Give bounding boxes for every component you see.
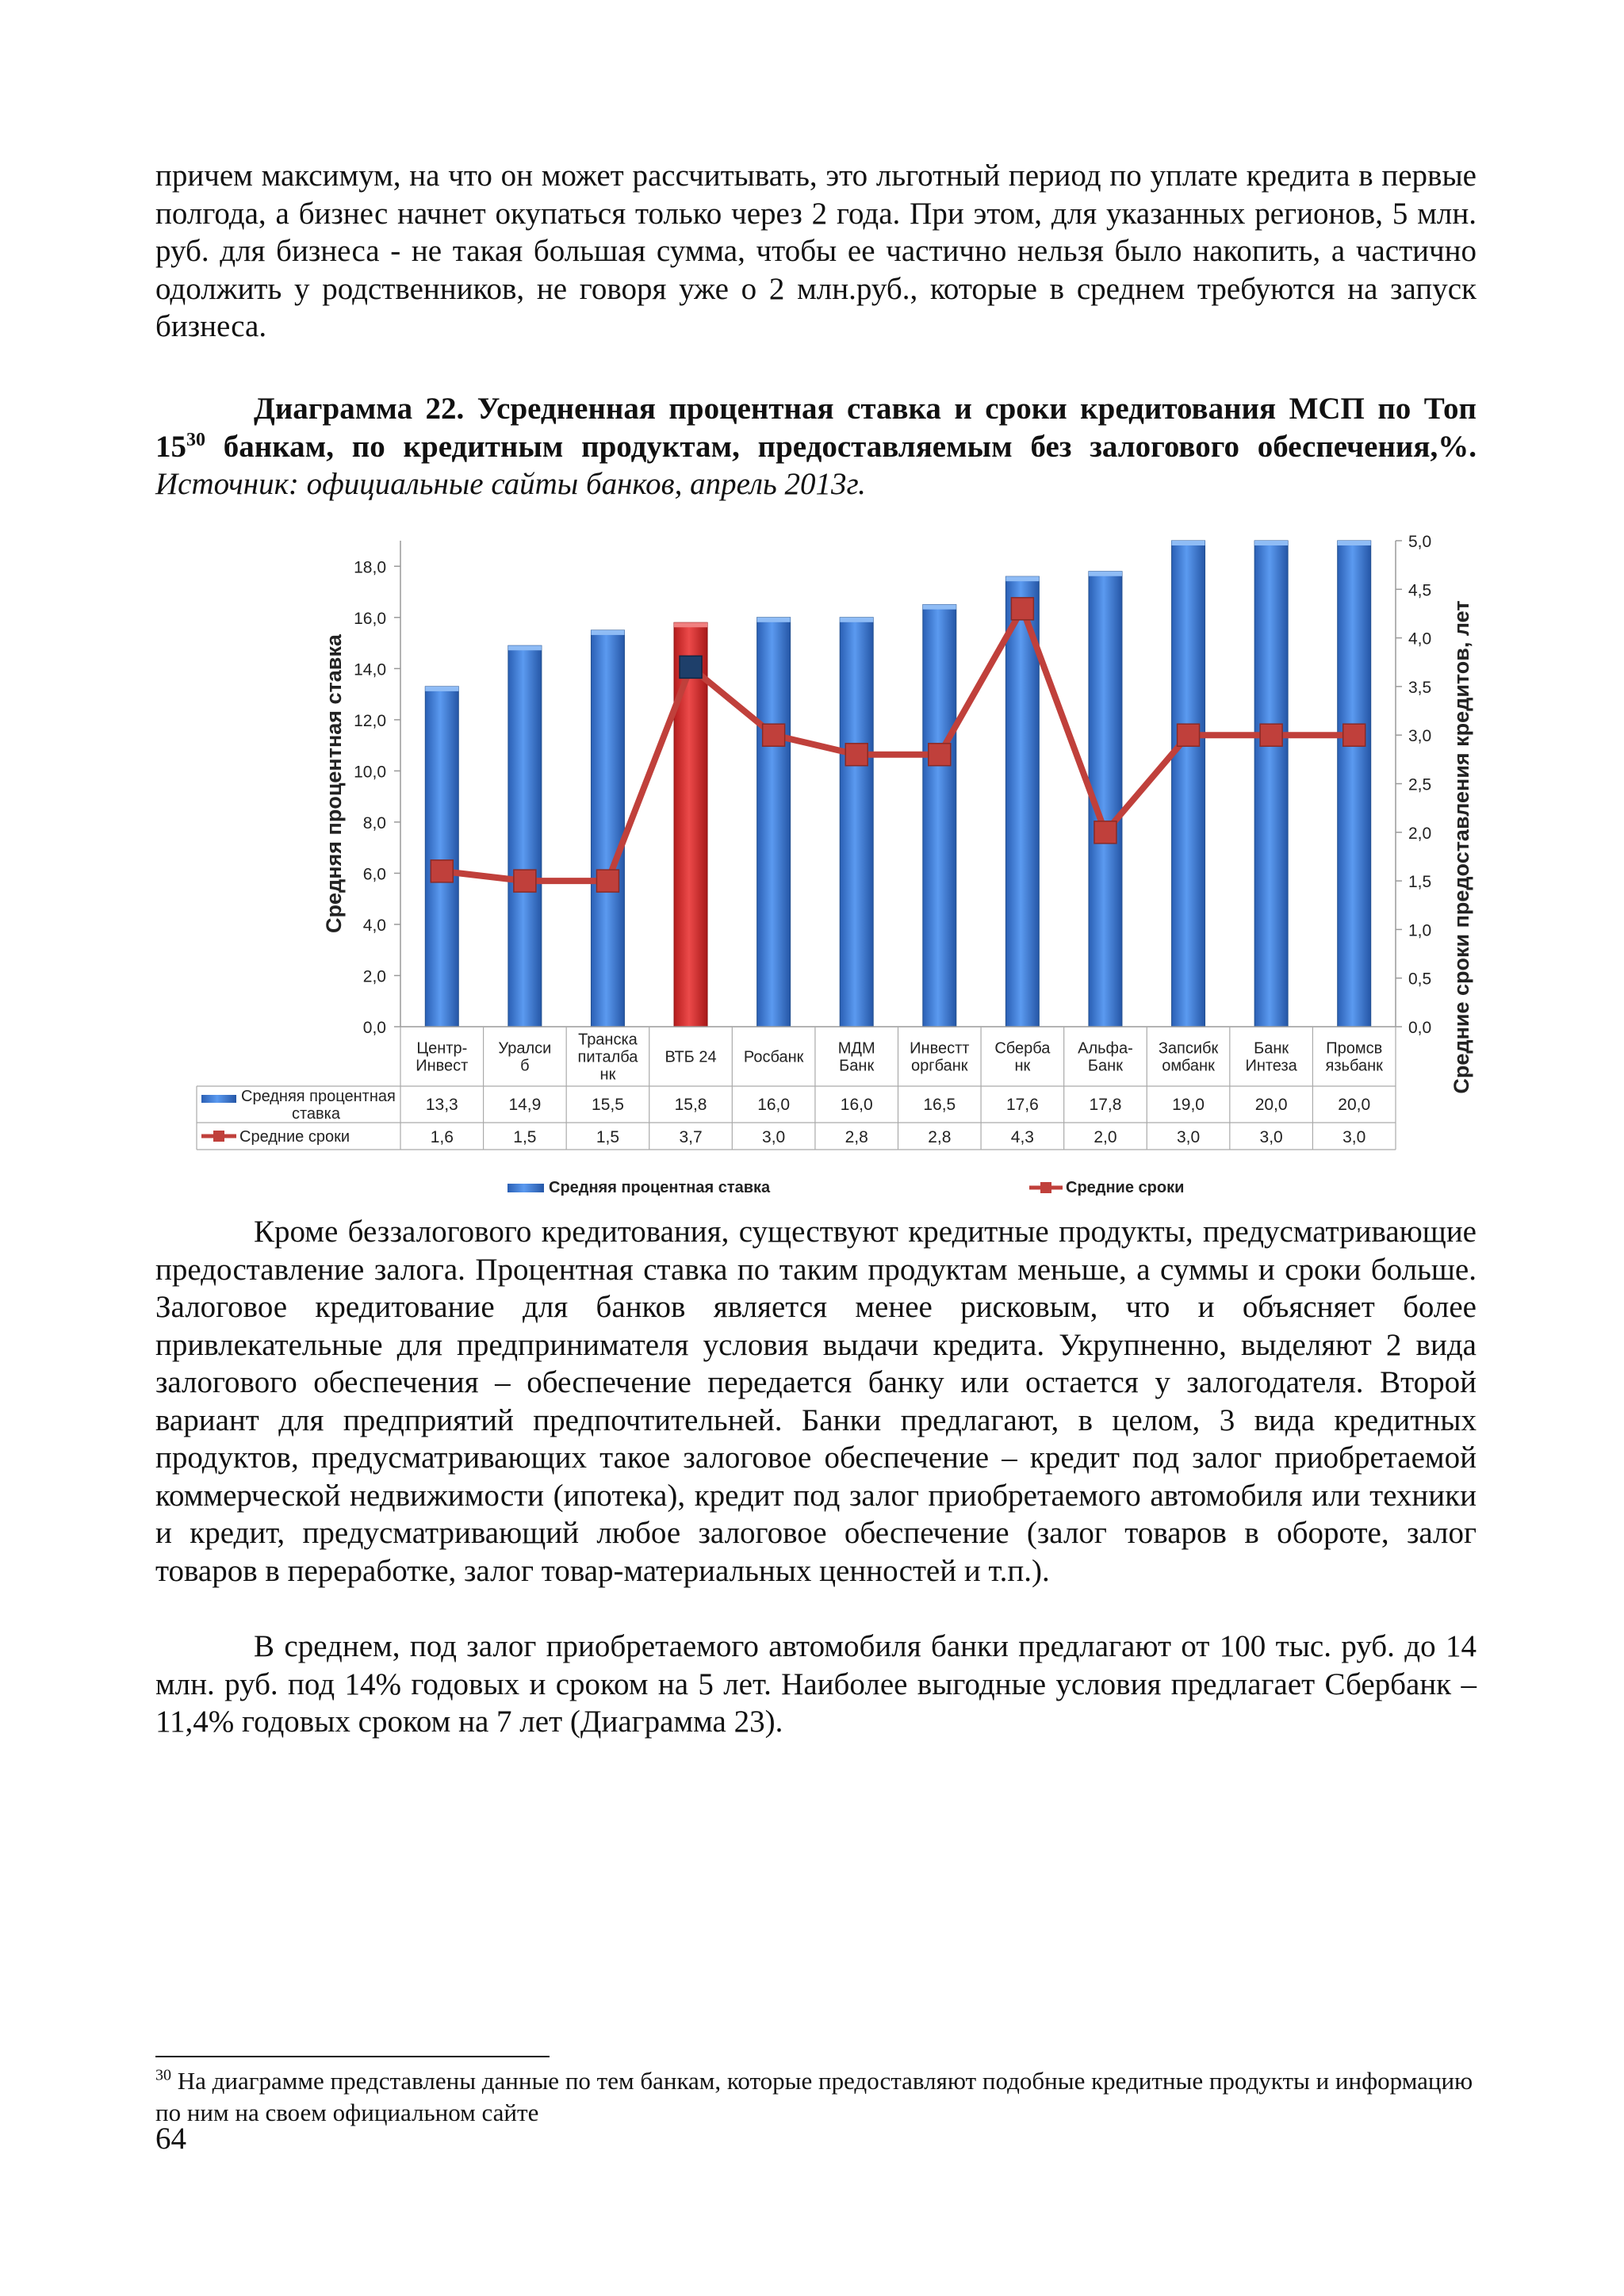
y-tick-label: 16,0	[354, 609, 386, 628]
table-series-label: Средние сроки	[239, 1128, 350, 1146]
category-label: Центр-	[416, 1039, 468, 1058]
bar	[1172, 541, 1205, 1027]
term-marker	[1178, 724, 1200, 746]
category-label: оргбанк	[911, 1057, 968, 1075]
category-label: Инвестт	[910, 1039, 970, 1058]
term-value: 2,0	[1094, 1128, 1117, 1146]
y-tick-label: 12,0	[354, 711, 386, 730]
figure-caption	[155, 390, 1477, 503]
bar-top	[757, 618, 791, 622]
term-value: 2,8	[845, 1128, 868, 1146]
bar	[508, 645, 542, 1027]
y2-tick-label: 1,5	[1408, 873, 1432, 892]
category-label: Запсибк	[1158, 1039, 1219, 1058]
category-label: Инвест	[416, 1057, 469, 1075]
y2-tick-label: 5,0	[1408, 533, 1432, 551]
table-key-marker	[213, 1131, 224, 1142]
rate-value: 16,5	[923, 1096, 956, 1114]
category-label: язьбанк	[1325, 1057, 1383, 1075]
bar-top	[674, 622, 707, 627]
bar-top	[1254, 541, 1288, 545]
category-label: Транска	[578, 1031, 638, 1049]
y2-tick-label: 0,0	[1408, 1019, 1432, 1037]
y2-tick-label: 4,5	[1408, 581, 1432, 600]
rate-value: 14,9	[508, 1096, 542, 1114]
term-marker	[763, 724, 785, 746]
category-label: б	[520, 1057, 530, 1075]
category-label: Интеза	[1245, 1057, 1297, 1075]
category-label: омбанк	[1162, 1057, 1215, 1075]
y2-tick-label: 3,5	[1408, 678, 1432, 697]
y2-tick-label: 0,5	[1408, 970, 1432, 989]
term-value: 3,7	[679, 1128, 703, 1146]
term-value: 3,0	[1342, 1128, 1366, 1146]
legend-key-marker	[1040, 1182, 1051, 1193]
page-number: 64	[155, 2122, 186, 2156]
bar	[757, 618, 791, 1027]
rate-and-term-chart	[190, 523, 1491, 1213]
term-value: 4,3	[1010, 1128, 1034, 1146]
y-tick-label: 2,0	[362, 967, 386, 986]
bar	[1338, 541, 1371, 1027]
category-label: Сберба	[994, 1039, 1051, 1058]
category-label: МДМ	[837, 1039, 875, 1058]
y-tick-label: 0,0	[362, 1019, 386, 1037]
term-value: 3,0	[1176, 1128, 1201, 1146]
term-marker	[680, 656, 702, 678]
category-label: Промсв	[1326, 1039, 1383, 1058]
term-value: 1,5	[513, 1128, 537, 1146]
category-label: нк	[599, 1066, 616, 1084]
y2-tick-label: 1,0	[1408, 921, 1432, 940]
term-marker	[1343, 724, 1365, 746]
category-label: Уралси	[498, 1039, 552, 1058]
term-marker	[845, 744, 868, 766]
y2-axis-title: Средние сроки предоставления кредитов, лет	[1450, 600, 1473, 1094]
table-series-label: ставка	[292, 1105, 340, 1123]
term-value: 3,0	[762, 1128, 786, 1146]
footnote-text: На диаграмме представлены данные по тем банкам, которые предоставляют подобные кредитные продукты и информацию по ним на своем официальном сайте	[155, 2067, 1473, 2126]
rate-value: 16,0	[757, 1096, 791, 1114]
rate-value: 17,8	[1089, 1096, 1122, 1114]
category-label: Банк	[839, 1057, 875, 1075]
term-marker	[1094, 821, 1116, 844]
term-marker	[929, 744, 951, 766]
bar	[425, 687, 458, 1027]
legend-label: Средние сроки	[1066, 1179, 1185, 1196]
rate-value: 20,0	[1254, 1096, 1288, 1114]
bar-top	[1089, 572, 1122, 576]
bar-top	[840, 618, 873, 622]
paragraph-3: В среднем, под залог приобретаемого автомобиля банки предлагают от 100 тыс. руб. до 14 млн. руб. под 14% годовых и сроком на 5 лет. Наиболее выгодные условия предлагает Сбербанк – 11,4% годовых сроком на 7 лет (Диаграмма 23).	[155, 1629, 1477, 1739]
term-value: 2,8	[928, 1128, 952, 1146]
term-marker	[1260, 724, 1282, 746]
term-value: 1,6	[430, 1128, 454, 1146]
category-label: питалба	[577, 1048, 638, 1066]
legend-key-bar	[508, 1184, 544, 1192]
term-marker	[596, 870, 619, 892]
y2-tick-label: 2,0	[1408, 824, 1432, 843]
category-label: ВТБ 24	[665, 1048, 717, 1066]
bar-top	[1005, 576, 1039, 581]
y-tick-label: 4,0	[362, 916, 386, 935]
table-series-label: Средняя процентная	[241, 1088, 396, 1105]
y-tick-label: 10,0	[354, 763, 386, 782]
y-tick-label: 14,0	[354, 660, 386, 679]
bar-top	[508, 645, 542, 650]
legend-label: Средняя процентная ставка	[549, 1179, 771, 1196]
term-value: 3,0	[1259, 1128, 1283, 1146]
caption-source: Источник: официальные сайты банков, апрель 2013г.	[155, 467, 866, 501]
bar-top	[1172, 541, 1205, 545]
bar-top	[1338, 541, 1371, 545]
term-marker	[431, 860, 453, 882]
footnote-ref: 30	[186, 429, 205, 450]
rate-value: 20,0	[1338, 1096, 1371, 1114]
term-line	[442, 609, 1354, 881]
term-marker	[514, 870, 536, 892]
category-label: Банк	[1254, 1039, 1289, 1058]
rate-value: 19,0	[1172, 1096, 1205, 1114]
caption-title-cont: банкам, по кредитным продуктам, предоставляемым без залогового обеспечения,%.	[205, 429, 1477, 464]
category-label: Банк	[1087, 1057, 1123, 1075]
y2-tick-label: 4,0	[1408, 629, 1432, 649]
y-axis-title: Средняя процентная ставка	[322, 634, 346, 933]
bar-top	[591, 630, 624, 635]
bar	[923, 605, 956, 1027]
bar	[1254, 541, 1288, 1027]
bar	[840, 618, 873, 1027]
term-marker	[1011, 598, 1033, 620]
term-value: 1,5	[596, 1128, 620, 1146]
bar	[674, 622, 707, 1027]
rate-value: 13,3	[425, 1096, 458, 1114]
y-tick-label: 8,0	[362, 813, 386, 832]
footnote-number: 30	[155, 2066, 171, 2084]
footnote	[155, 2065, 1477, 2129]
bar-top	[923, 605, 956, 610]
rate-value: 15,8	[674, 1096, 707, 1114]
table-key-bar	[201, 1095, 236, 1103]
y-tick-label: 18,0	[354, 558, 386, 577]
rate-value: 16,0	[840, 1096, 873, 1114]
rate-value: 17,6	[1005, 1096, 1039, 1114]
category-label: нк	[1014, 1057, 1031, 1075]
caption-title: Диаграмма 22. Усредненная процентная ставка и сроки кредитования МСП по Топ 15	[155, 392, 1477, 464]
category-label: Альфа-	[1078, 1039, 1133, 1058]
y-tick-label: 6,0	[362, 865, 386, 884]
category-label: Росбанк	[743, 1048, 804, 1066]
rate-value: 15,5	[592, 1096, 624, 1114]
paragraph-2: Кроме беззалогового кредитования, существуют кредитные продукты, предусматривающие предоставление залога. Процентная ставка по таким продуктам меньше, а суммы и сроки больше. Залоговое кредитование для банков является менее рисковым, что и объясняет более привлекательные для предпринимателя условия выдачи кредита. Укрупненно, выделяют 2 вида залогового обеспечения – обеспечение передается банку или остается у залогодателя. Второй вариант для предприятий предпочтительней. Банки предлагают, в целом, 3 вида кредитных продуктов, предусматривающих такое залоговое обеспечение – кредит под залог приобретаемой коммерческой недвижимости (ипотека), кредит под залог приобретаемого автомобиля или техники и кредит, предусматривающий любое залоговое обеспечение (залог товаров в обороте, залог товаров в переработке, залог товар-материальных ценностей и т.п.).	[155, 1215, 1477, 1588]
paragraph-1: причем максимум, на что он может рассчитывать, это льготный период по уплате кредита в первые полгода, а бизнес начнет окупаться только через 2 года. При этом, для указанных регионов, 5 млн. руб. для бизнеса - не такая большая сумма, чтобы ее частично нельзя было накопить, а частично одолжить у родственников, не говоря уже о 2 млн.руб., которые в среднем требуются на запуск бизнеса.	[155, 159, 1477, 343]
bar	[591, 630, 624, 1027]
bar-top	[425, 687, 458, 691]
footnote-divider	[155, 2056, 550, 2057]
y2-tick-label: 2,5	[1408, 775, 1432, 794]
y2-tick-label: 3,0	[1408, 727, 1432, 746]
